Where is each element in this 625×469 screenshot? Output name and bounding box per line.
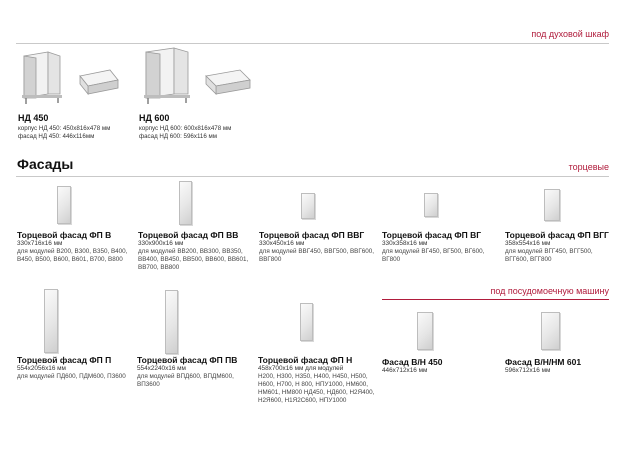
facade-modules: для модулей ВГГ450, ВГГ500, ВГГ600, ВГГ800 [505,248,593,263]
facade-panel-image [541,312,560,350]
facade-panel-image [300,303,313,341]
facade-card [137,355,255,389]
facade-name: Торцевой фасад ФП Н [258,355,353,365]
oven-item-spec: фасад НД 450: 446х116мм [18,133,95,140]
oven-item-spec: корпус НД 450: 450х816х478 мм [18,125,111,132]
facade-panel-image [417,312,433,350]
facade-name: Торцевой фасад ФП В [17,230,112,240]
oven-cabinet-nd600-image [140,46,260,108]
facade-card [505,230,617,264]
divider [16,176,609,177]
facade-card [382,357,498,375]
facade-dims: 330х716х16 мм [17,240,63,247]
facade-dims: 554х2056х16 мм [17,365,66,372]
facade-modules: Н200, Н300, Н350, Н400, Н450, Н500, Н600, Н700, Н 800, НПУ1000, НМ600, НМ601, НМ800 НД450, НД600, Н2Я400, Н2Я600, Н1Я2С600, НПУ1000 [258,373,375,404]
facade-name: Торцевой фасад ФП ПВ [137,355,238,365]
facade-card [138,230,254,272]
facade-modules: для модулей ПД600, ПДМ600, П3600 [17,373,126,380]
facade-card [382,230,498,264]
facade-card [17,355,133,381]
facade-panel-image [424,193,438,217]
facade-card [17,230,135,264]
facade-name: Торцевой фасад ФП ВВГ [259,230,365,240]
oven-item-spec: фасад НД 600: 596х116 мм [139,133,218,140]
facade-dims: 554х2240х16 мм [137,365,186,372]
facade-modules: для модулей ВВГ450, ВВГ500, ВВГ600, ВВГ800 [259,248,375,263]
facades-subtitle: торцевые [568,162,609,172]
oven-cabinet-nd450-image [18,50,128,108]
facade-dims: 446х712х16 мм [382,367,428,374]
divider [16,43,609,44]
facade-name: Торцевой фасад ФП ВВ [138,230,239,240]
facade-panel-image [179,181,192,225]
facade-name: Торцевой фасад ФП ВГ [382,230,482,240]
facade-panel-image [165,290,178,354]
facade-panel-image [544,189,560,221]
facade-name: Торцевой фасад ФП ВГГ [505,230,609,240]
facade-modules: для модулей ВПД600, ВПДМ600, ВП3600 [137,373,234,388]
facade-panel-image [57,186,71,224]
dishwasher-section-title: под посудомоечную машину [490,286,609,296]
divider [382,299,609,300]
facade-name: Торцевой фасад ФП П [17,355,112,365]
oven-section-title: под духовой шкаф [531,29,609,39]
facade-modules: для модулей ВГ450, ВГ500, ВГ600, ВГ800 [382,248,485,263]
facade-dims: 458х700х16 мм для модулей [258,365,344,372]
facade-dims: 596х712х16 мм [505,367,551,374]
facade-name: Фасад В/Н/НМ 601 [505,357,582,367]
oven-item-name: НД 450 [18,113,49,123]
oven-item-spec: корпус НД 600: 600х816х478 мм [139,125,232,132]
facade-name: Фасад В/Н 450 [382,357,443,367]
facade-panel-image [301,193,315,219]
page-title: Фасады [17,156,74,172]
facade-card [505,357,617,375]
facade-dims: 330х358х16 мм [382,240,428,247]
facade-dims: 330х900х16 мм [138,240,184,247]
facade-modules: для модулей В200, В300, В350, В400, В450, В500, В600, В601, В700, В800 [17,248,128,263]
facade-card [258,355,376,405]
facade-dims: 358х554х16 мм [505,240,551,247]
facade-modules: для модулей ВВ200, ВВ300, ВВ350, ВВ400, ВВ450, ВВ500, ВВ600, ВВ601, ВВ700, ВВ800 [138,248,249,271]
oven-item-name: НД 600 [139,113,170,123]
facade-panel-image [44,289,58,353]
facade-card [259,230,377,264]
facade-dims: 330х450х16 мм [259,240,305,247]
